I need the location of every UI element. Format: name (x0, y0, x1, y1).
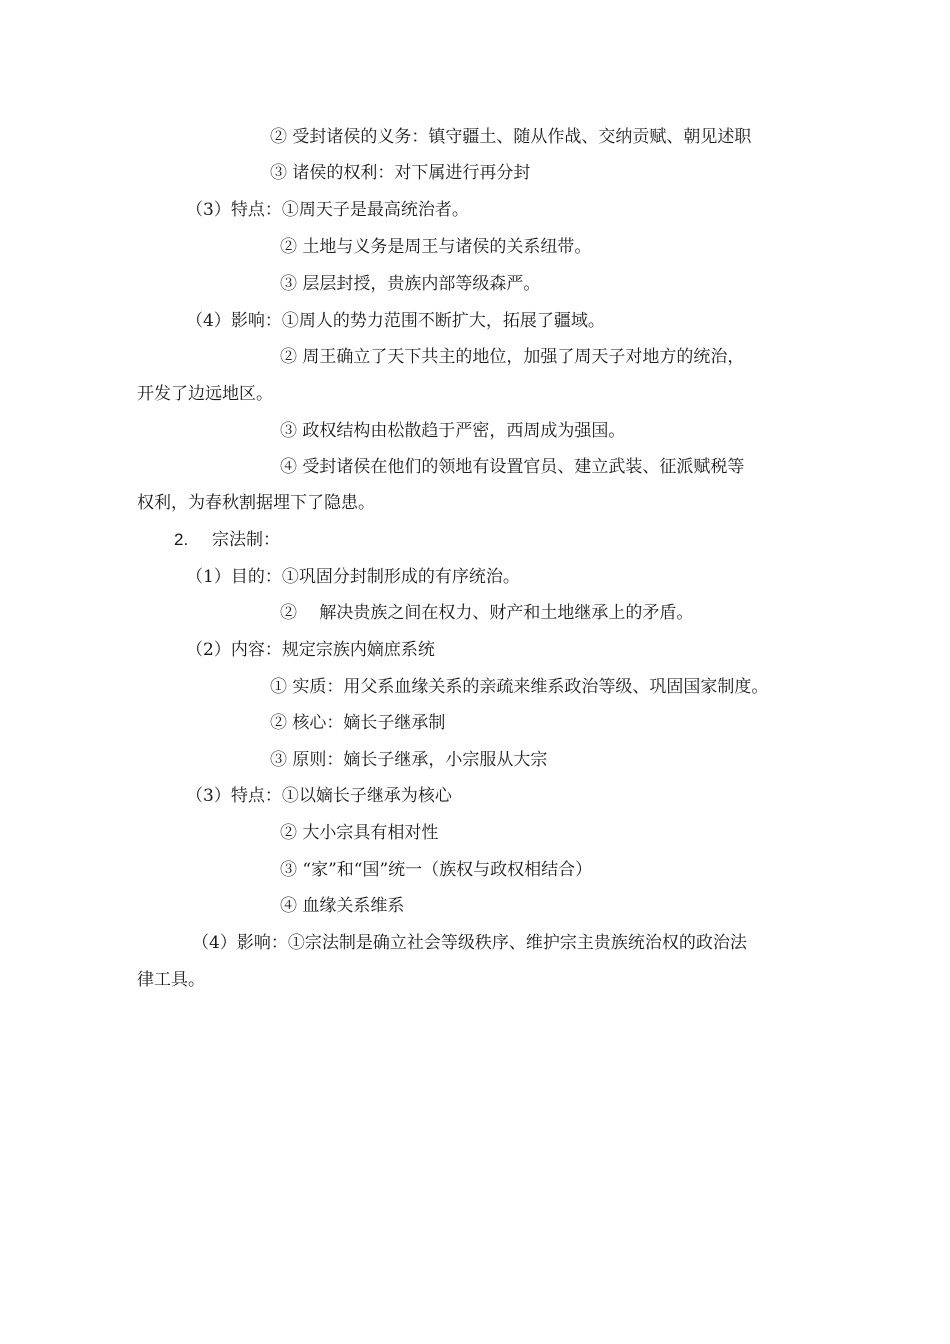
text-line: ② 大小宗具有相对性 (280, 823, 439, 843)
text-line: 律工具。 (137, 970, 205, 990)
text-line: ④ 血缘关系维系 (280, 896, 405, 916)
text-line: ③ 原则：嫡长子继承，小宗服从大宗 (270, 750, 548, 770)
text-line: （2）内容：规定宗族内嫡庶系统 (186, 640, 435, 660)
text-line: ① 实质：用父系血缘关系的亲疏来维系政治等级、巩固国家制度。 (270, 677, 769, 697)
section-heading: 宗法制： (212, 530, 280, 550)
text-line: （3）特点：①周天子是最高统治者。 (186, 200, 469, 220)
text-line: ② 核心：嫡长子继承制 (270, 713, 446, 733)
text-line: 权利，为春秋割据埋下了隐患。 (137, 493, 375, 513)
text-line: ③ 层层封授，贵族内部等级森严。 (280, 274, 541, 294)
text-line: 开发了边远地区。 (137, 384, 273, 404)
text-line: （1）目的：①巩固分封制形成的有序统治。 (186, 567, 520, 587)
text-line: ② 周王确立了天下共主的地位，加强了周天子对地方的统治， (280, 347, 745, 367)
list-number: 2. (174, 530, 189, 549)
text-line: ② 解决贵族之间在权力、财产和土地继承上的矛盾。 (280, 603, 694, 623)
text-line: （3）特点：①以嫡长子继承为核心 (186, 786, 452, 806)
text-line: ④ 受封诸侯在他们的领地有设置官员、建立武装、征派赋税等 (280, 457, 745, 477)
text-line: （4）影响：①宗法制是确立社会等级秩序、维护宗主贵族统治权的政治法 (192, 933, 747, 953)
text-line: ③ “家”和“国”统一（族权与政权相结合） (280, 860, 593, 880)
text-line: ③ 诸侯的权利：对下属进行再分封 (270, 163, 531, 183)
text-line: （4）影响：①周人的势力范围不断扩大，拓展了疆域。 (186, 311, 605, 331)
text-line: ② 受封诸侯的义务：镇守疆土、随从作战、交纳贡赋、朝见述职 (270, 127, 752, 147)
text-line: ③ 政权结构由松散趋于严密，西周成为强国。 (280, 421, 626, 441)
text-line: ② 土地与义务是周王与诸侯的关系纽带。 (280, 237, 592, 257)
